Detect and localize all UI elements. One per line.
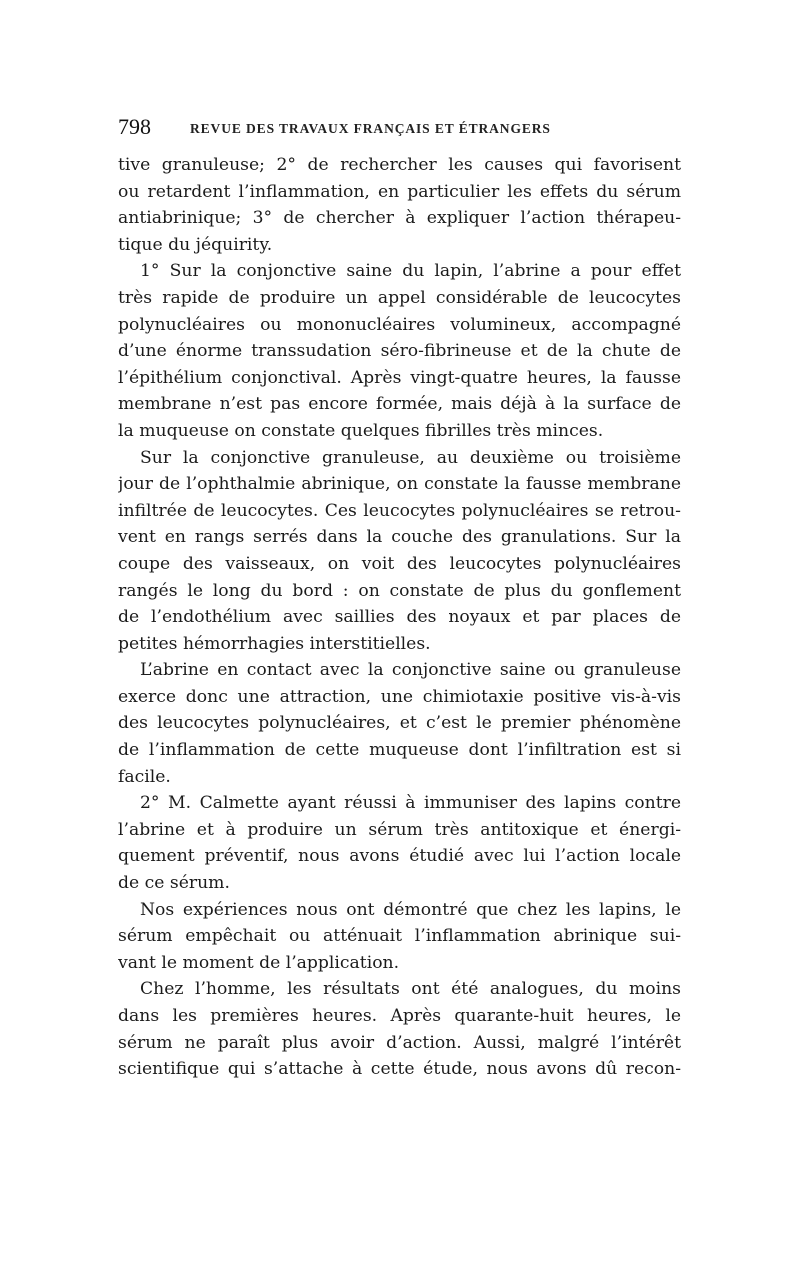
text-line: membrane n’est pas encore formée, mais déjà à la surface de	[118, 394, 681, 415]
text-line: dans les premières heures. Après quarante-huit heures, le	[118, 1006, 681, 1026]
text-line: de l’endothélium avec saillies des noyaux et par places de	[118, 607, 681, 628]
text-line: tive granuleuse; 2° de rechercher les causes qui favorisent	[118, 155, 681, 175]
text-line: Chez l’homme, les résultats ont été analogues, du moins	[140, 979, 681, 1000]
text-line: 2° M. Calmette ayant réussi à immuniser des lapins contre	[140, 793, 681, 814]
body-text	[118, 152, 681, 1083]
text-line: Nos expériences nous ont démontré que chez les lapins, le	[140, 899, 681, 920]
text-line: coupe des vaisseaux, on voit des leucocytes polynucléaires	[118, 553, 681, 574]
text-line: d’une énorme transsudation séro-fibrineuse et de la chute de	[118, 341, 681, 362]
text-line: Sur la conjonctive granuleuse, au deuxième ou troisième	[140, 447, 681, 468]
text-line: infiltrée de leucocytes. Ces leucocytes polynucléaires se retrou-	[118, 500, 681, 521]
text-line: petites hémorrhagies interstitielles.	[118, 633, 431, 654]
text-line: antiabrinique; 3° de chercher à expliquer l’action thérapeu-	[118, 208, 681, 229]
running-title: REVUE DES TRAVAUX FRANÇAIS ET ÉTRANGERS	[190, 121, 551, 136]
text-line: quement préventif, nous avons étudié avec lui l’action locale	[118, 846, 681, 867]
page-number: 798	[118, 114, 151, 139]
text-line: ou retardent l’inflammation, en particulier les effets du sérum	[118, 181, 681, 202]
text-line: polynucléaires ou mononucléaires volumineux, accompagné	[118, 314, 681, 335]
text-line: facile.	[118, 766, 171, 787]
text-line: l’abrine et à produire un sérum très antitoxique et énergi-	[118, 819, 681, 840]
text-line: scientifique qui s’attache à cette étude, nous avons dû recon-	[118, 1059, 681, 1080]
text-line: tique du jéquirity.	[118, 234, 273, 255]
text-line: de l’inflammation de cette muqueuse dont l’infiltration est si	[118, 740, 681, 761]
text-line: sérum empêchait ou atténuait l’inflammation abrinique sui-	[118, 926, 681, 947]
text-line: jour de l’ophthalmie abrinique, on constate la fausse membrane	[118, 474, 681, 495]
text-line: sérum ne paraît plus avoir d’action. Aussi, malgré l’intérêt	[118, 1032, 681, 1053]
text-line: exerce donc une attraction, une chimiotaxie positive vis-à-vis	[118, 686, 681, 707]
text-line: vant le moment de l’application.	[118, 952, 400, 973]
text-line: très rapide de produire un appel considérable de leucocytes	[118, 287, 681, 308]
text-line: l’épithélium conjonctival. Après vingt-quatre heures, la fausse	[118, 367, 681, 388]
text-line: L’abrine en contact avec la conjonctive saine ou granuleuse	[140, 660, 681, 681]
text-line: rangés le long du bord : on constate de plus du gonflement	[118, 580, 681, 601]
text-line: de ce sérum.	[118, 873, 230, 894]
text-line: des leucocytes polynucléaires, et c’est le premier phénomène	[118, 713, 681, 734]
text-line: 1° Sur la conjonctive saine du lapin, l’abrine a pour effet	[140, 261, 681, 282]
page-header	[118, 114, 683, 144]
text-line: vent en rangs serrés dans la couche des granulations. Sur la	[118, 527, 681, 548]
text-line: la muqueuse on constate quelques fibrilles très minces.	[118, 420, 604, 441]
